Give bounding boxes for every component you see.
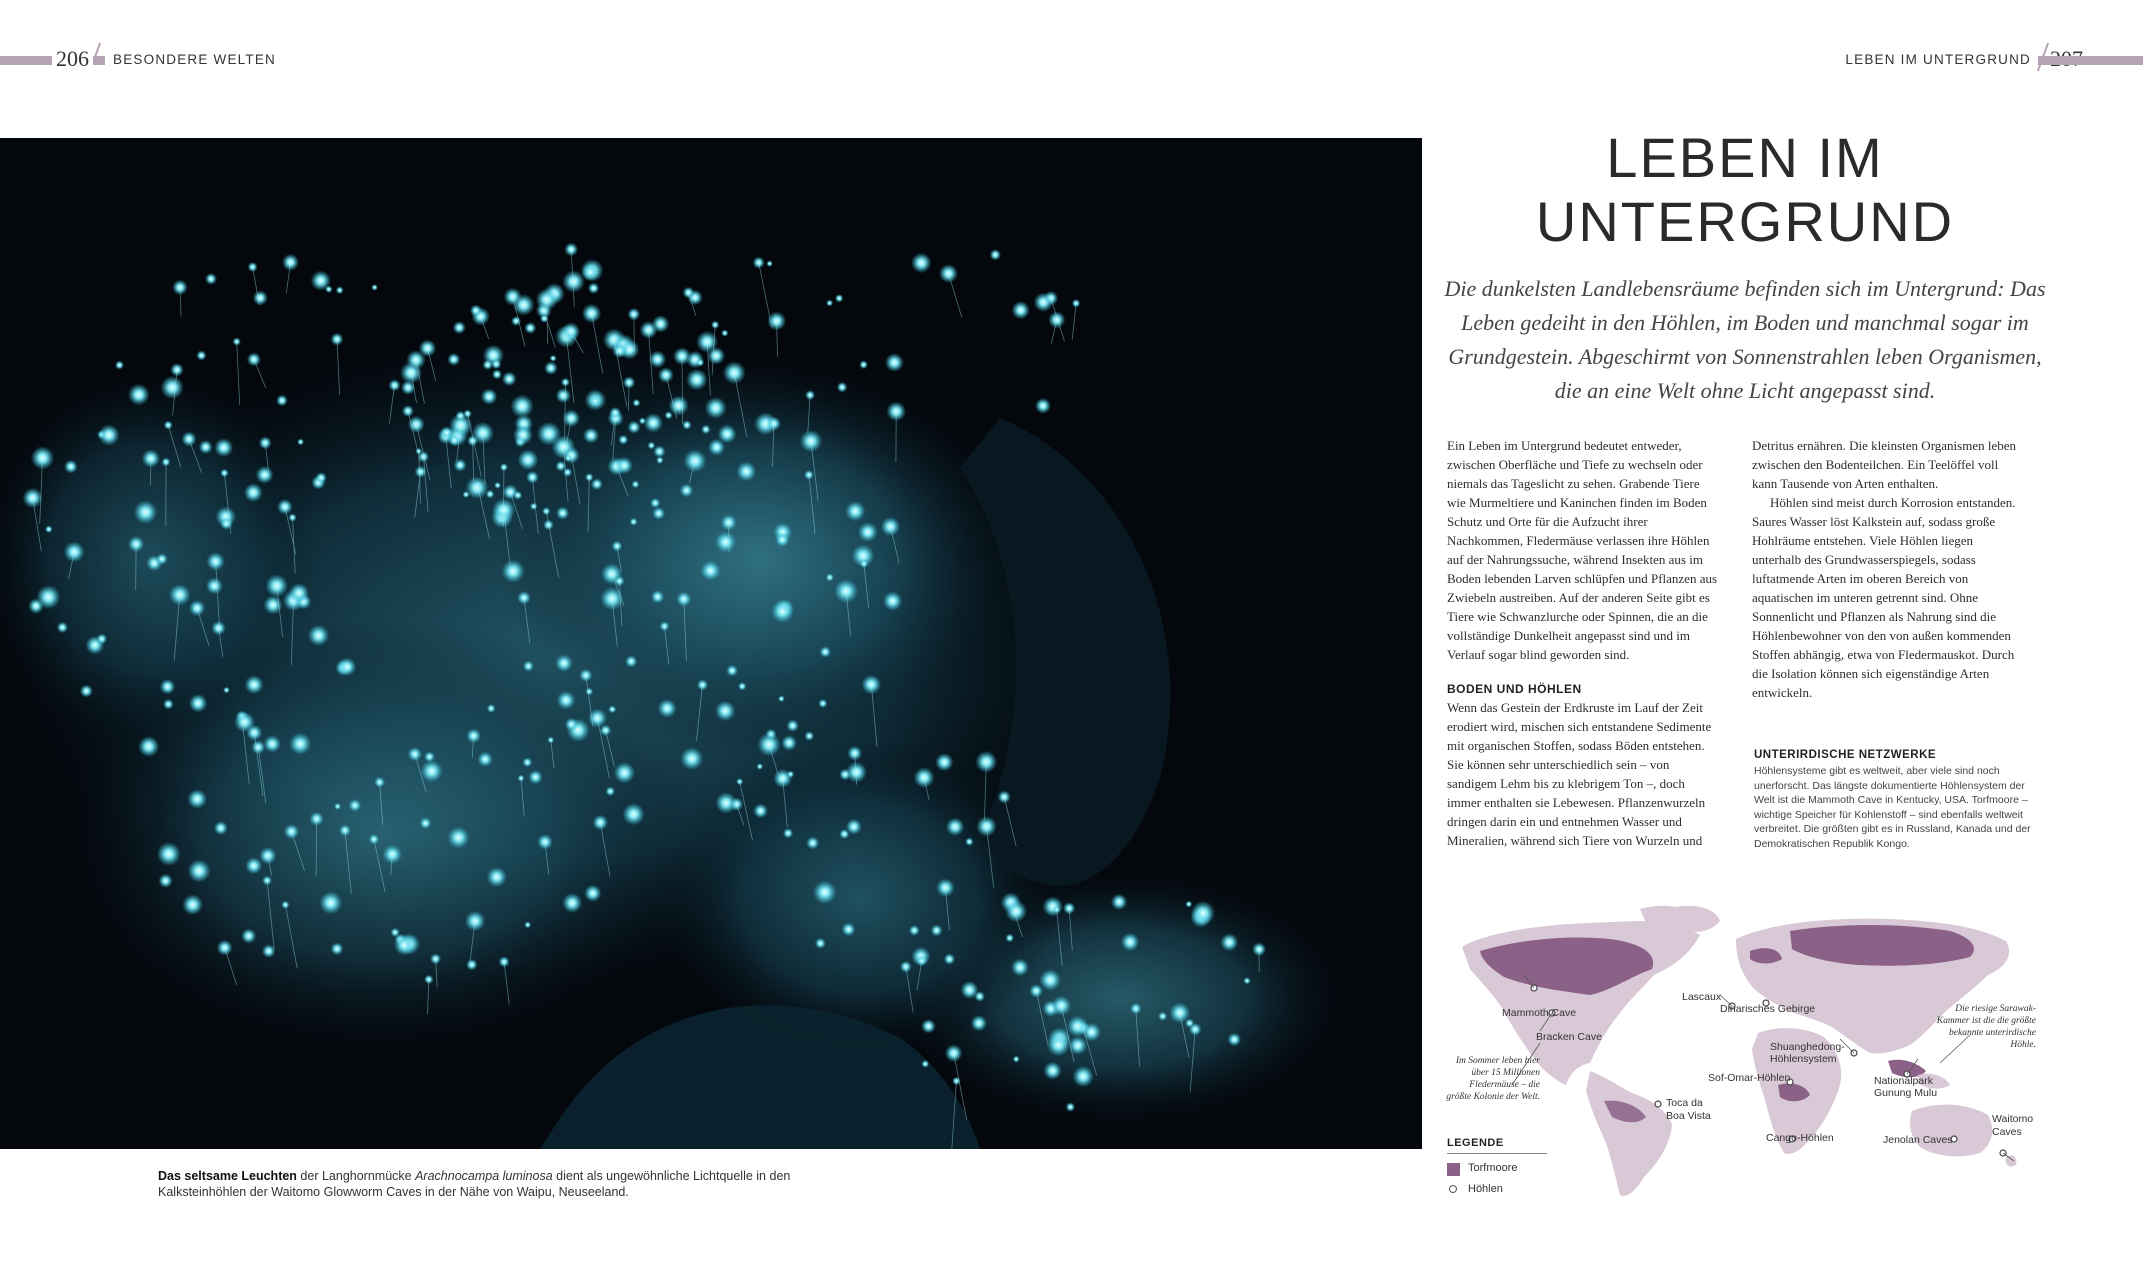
glowworm-dot xyxy=(858,522,878,542)
glowworm-dot xyxy=(622,803,644,825)
glowworm-dot xyxy=(455,411,465,421)
glowworm-dot xyxy=(64,460,78,474)
glowworm-dot xyxy=(308,625,329,646)
label-shuanghedong xyxy=(1770,1041,1845,1065)
caption-text-1: der Langhornmücke xyxy=(296,1169,416,1183)
glowworm-dot xyxy=(1048,311,1065,328)
note-sarawak: Die riesige Sarawak-Kammer ist die die größte bekannte unterirdische Höhle. xyxy=(1936,1004,2036,1050)
south-america xyxy=(1586,1071,1672,1196)
glowworm-dot xyxy=(883,591,903,611)
glowworm-dot xyxy=(96,633,107,644)
glowworm-dot xyxy=(262,944,276,958)
glowworm-dot xyxy=(881,517,900,536)
glowworm-dot xyxy=(974,991,985,1002)
glowworm-dot xyxy=(1072,1066,1094,1088)
glowworm-dot xyxy=(115,361,124,370)
label-waitomo-1: Waitomo xyxy=(1992,1113,2034,1125)
legend-title: LEGENDE xyxy=(1447,1137,1504,1149)
glowworm-dot xyxy=(826,300,833,307)
glowworm-dot xyxy=(513,294,535,316)
glowworm-dot xyxy=(530,503,538,511)
glowworm-dot xyxy=(544,361,558,375)
glowworm-dot xyxy=(815,938,826,949)
networks-text: Höhlensysteme gibt es weltweit, aber viele sind noch unerforscht. Das längste dokumentierte Höhlensystem der Welt ist die Mammoth Cave in Kentucky, USA. Torfmoore – wichtige Speicher für Kohlenstoff – sind ebenfalls weltweit verbreitet. Die größten gibt es in Russland, Kanada und der Demokratischen Republik Kongo. xyxy=(1754,765,2031,850)
glowworm-dot xyxy=(1039,969,1061,991)
glowworm-dot xyxy=(644,413,664,433)
glowworm-dot xyxy=(524,921,531,928)
glowworm-dot xyxy=(582,263,600,281)
glowworm-dot xyxy=(612,541,623,552)
header-bar-right xyxy=(2038,56,2143,65)
label-mammoth-cave: Mammoth Cave xyxy=(1502,1007,1577,1019)
glowworm-dot xyxy=(723,361,746,384)
glowworm-dot xyxy=(944,953,956,965)
glowworm-dot xyxy=(128,384,150,406)
glowworm-dot xyxy=(466,959,478,971)
glowworm-dot xyxy=(390,928,399,937)
australia xyxy=(1910,1105,1992,1157)
glowworm-dot xyxy=(935,753,953,771)
title-line-1: LEBEN IM xyxy=(1606,126,1884,189)
glowworm-dot xyxy=(334,803,341,810)
glowworm-dot xyxy=(297,438,304,445)
glowworm-dot xyxy=(813,881,837,905)
glowworm-dot xyxy=(614,762,636,784)
glowworm-dot xyxy=(440,426,453,439)
glowworm-dot xyxy=(680,747,703,770)
glowworm-dot xyxy=(518,449,539,470)
glowworm-dot xyxy=(163,699,174,710)
glowworm-dot xyxy=(921,1019,936,1034)
glowworm-dot xyxy=(189,694,208,713)
glowworm-dot xyxy=(665,411,673,419)
glowworm-dot xyxy=(618,435,628,445)
glowworm-dot xyxy=(627,421,640,434)
silk-thread xyxy=(503,467,504,527)
glowworm-dot xyxy=(448,827,470,849)
glowworm-dot xyxy=(214,821,228,835)
glowworm-dot xyxy=(921,1060,929,1068)
label-jenolan: Jenolan Caves xyxy=(1883,1134,1953,1146)
intro-paragraph: Ein Leben im Untergrund bedeutet entweder, zwischen Oberfläche und Tiefe zu wechseln oder niemals das Tageslicht zu sehen. Grabende Tiere wie Murmeltiere und Kaninchen finden im Boden Schutz und Orte für die Aufzucht ihrer Nachkommen, Fledermäuse verlassen ihre Höhlen auf der Nahrungssuche, während Insekten aus im Boden lebenden Larven schlüpfen und Pflanzen aus Zwiebeln austreiben. Auf der anderen Seite gibt es Tiere wie Schwanzlurche oder Spinnen, die an die vollständige Dunkelheit angepasst sind und im Verlauf sogar blind geworden sind. xyxy=(1447,438,1718,662)
glowworm-dot xyxy=(605,786,615,796)
networks-heading: UNTERIRDISCHE NETZWERKE xyxy=(1754,749,1937,761)
glowworm-dot xyxy=(453,321,466,334)
glowworm-dot xyxy=(736,462,756,482)
glowworm-dot xyxy=(22,488,42,508)
running-title-right: LEBEN IM UNTERGRUND xyxy=(1845,52,2031,67)
photo-caption xyxy=(158,1168,858,1200)
glowworm-dot xyxy=(846,819,862,835)
label-mulu-1: Nationalpark xyxy=(1874,1075,1933,1087)
glowworm-dot xyxy=(241,928,256,943)
glowworm-dot xyxy=(1034,293,1053,312)
glowworm-dot xyxy=(632,399,640,407)
glowworm-dot xyxy=(585,688,593,696)
glowworm-dot xyxy=(584,885,601,902)
glowworm-dot xyxy=(36,585,60,609)
glowworm-dot xyxy=(316,472,327,483)
glowworm-dot xyxy=(501,560,524,583)
glowworm-dot xyxy=(771,600,794,623)
glowworm-dot xyxy=(726,665,738,677)
glowworm-dot xyxy=(707,347,725,365)
glowworm-dot xyxy=(990,249,1001,260)
glowworm-dot xyxy=(492,369,502,379)
glowworm-dot xyxy=(57,622,68,633)
article-title xyxy=(1440,126,2050,254)
glowworm-dot xyxy=(555,654,573,672)
glowworm-dot xyxy=(652,507,665,520)
glowworm-dot xyxy=(909,925,920,936)
label-bracken-cave: Bracken Cave xyxy=(1536,1031,1602,1043)
glowworm-dot xyxy=(651,590,664,603)
body-column-2 xyxy=(1752,436,2024,702)
glowworm-dot xyxy=(164,421,173,430)
glowworm-dot xyxy=(214,438,233,457)
glowworm-dot xyxy=(205,273,217,285)
glowworm-dot xyxy=(715,531,736,552)
caption-species: Arachnocampa luminosa xyxy=(415,1169,553,1183)
glowworm-dot xyxy=(481,388,498,405)
glowworm-dot xyxy=(196,350,206,360)
glowworm-dot xyxy=(282,254,299,271)
glowworm-dot xyxy=(550,355,557,362)
note-bats: Im Sommer leben hier über 15 Millionen Fledermäuse – die größte Kolonie der Welt. xyxy=(1446,1056,1540,1102)
glowworm-dot xyxy=(565,455,572,462)
glowworm-dot xyxy=(502,372,517,387)
glowworm-dot xyxy=(161,376,184,399)
glowworm-dot xyxy=(134,500,158,524)
glowworm-dot xyxy=(965,837,974,846)
glowworm-dot xyxy=(971,1015,987,1031)
glowworm-dot xyxy=(281,901,289,909)
glowworm-dot xyxy=(589,395,601,407)
glowworm-dot xyxy=(1068,1036,1087,1055)
glowworm-dot xyxy=(159,874,173,888)
glowworm-dot xyxy=(1066,1102,1076,1112)
glowworm-dot xyxy=(1185,901,1192,908)
glowworm-dot xyxy=(138,736,159,757)
glowworm-dot xyxy=(199,440,213,454)
glowworm-dot xyxy=(513,491,522,500)
label-gunung-mulu xyxy=(1874,1075,1937,1099)
glowworm-dot xyxy=(98,424,120,446)
glowworm-dot xyxy=(522,757,532,767)
glowworm-dot xyxy=(715,792,737,814)
glowworm-dot xyxy=(223,687,230,694)
glowworm-dot xyxy=(491,359,502,370)
glowworm-dot xyxy=(680,484,694,498)
glowworm-dot xyxy=(454,459,467,472)
glowworm-dot xyxy=(349,799,362,812)
glowworm-dot xyxy=(325,285,333,293)
glowworm-dot xyxy=(256,466,274,484)
glowworm-dot xyxy=(766,260,773,267)
glowworm-dot xyxy=(826,573,834,581)
glowworm-dot xyxy=(783,828,793,838)
legend-caves: Höhlen xyxy=(1468,1183,1503,1195)
glowworm-dot xyxy=(447,353,460,366)
glowworm-dot xyxy=(583,427,599,443)
title-line-2: UNTERGRUND xyxy=(1535,190,1955,253)
glowworm-dot xyxy=(1013,1056,1020,1063)
glowworm-dot xyxy=(470,304,482,316)
glowworm-dot xyxy=(1220,933,1238,951)
glowworm-dot xyxy=(658,699,677,718)
glowworm-dot xyxy=(45,525,53,533)
glowworm-dot xyxy=(1035,398,1051,414)
glowworm-dot xyxy=(738,682,747,691)
glowworm-dot xyxy=(524,322,536,334)
glowworm-dot xyxy=(421,760,443,782)
glowworm-dot xyxy=(859,360,868,369)
glowworm-dot xyxy=(625,655,637,667)
label-cango: Cango-Höhlen xyxy=(1766,1132,1834,1144)
label-waitomo xyxy=(1992,1113,2033,1139)
glowworm-dot xyxy=(936,878,955,897)
glowworm-dot xyxy=(839,769,851,781)
glowworm-dot xyxy=(513,425,533,445)
label-shuanghedong-2: Höhlensystem xyxy=(1770,1053,1837,1065)
glowworm-dot xyxy=(556,388,571,403)
glowworm-dot xyxy=(753,804,768,819)
glowworm-dot xyxy=(263,735,281,753)
glowworm-dot xyxy=(591,478,603,490)
silk-thread xyxy=(316,819,317,877)
glowworm-dot xyxy=(528,770,542,784)
glowworm-dot xyxy=(206,577,223,594)
glowworm-dot xyxy=(804,731,814,741)
glowworm-dot xyxy=(700,561,720,581)
glowworm-dot xyxy=(245,675,264,694)
glowworm-dot xyxy=(632,480,640,488)
glowworm-dot xyxy=(1121,933,1140,952)
glowworm-dot xyxy=(786,719,799,732)
glowworm-dot xyxy=(80,684,93,697)
label-waitomo-2: Caves xyxy=(1992,1126,2022,1138)
article-lead: Die dunkelsten Landlebensräume befinden sich im Untergrund: Das Leben gedeiht in den Höhlen, im Boden und manchmal sogar im Grundgestein. Abgeschirmt von Sonnenstrahlen leben Organismen, die an eine Welt ohne Licht angepasst sind. xyxy=(1444,276,2046,403)
glowworm-dot xyxy=(834,579,858,603)
glowworm-dot xyxy=(945,1044,963,1062)
cave-circle-icon xyxy=(1449,1185,1457,1193)
glowworm-dot xyxy=(911,253,932,274)
glowworm-dot xyxy=(319,891,342,914)
glowworm-dot xyxy=(276,395,288,407)
glowworm-dot xyxy=(1005,934,1014,943)
glowworm-dot xyxy=(289,583,309,603)
glowworm-dot xyxy=(1158,1012,1167,1021)
glowworm-dot xyxy=(1011,958,1029,976)
caption-lead: Das seltsame Leuchten xyxy=(158,1169,297,1183)
glowworm-dot xyxy=(820,646,832,658)
glowworm-dot xyxy=(701,425,711,435)
glowworm-dot xyxy=(156,553,168,565)
label-sof-omar: Sof-Omar-Höhlen xyxy=(1708,1072,1791,1084)
glowworm-dot xyxy=(169,584,191,606)
label-shuanghedong-1: Shuanghedong- xyxy=(1770,1041,1845,1053)
glowworm-dot xyxy=(1191,901,1215,925)
glowworm-dot xyxy=(696,359,704,367)
glowworm-dot xyxy=(1012,301,1030,319)
glowworm-dot xyxy=(653,445,665,457)
glowworm-dot xyxy=(842,922,856,936)
glowworm-dot xyxy=(182,894,203,915)
glowworm-dot xyxy=(1227,1033,1241,1047)
glowworm-dot xyxy=(639,417,646,424)
glowworm-dot xyxy=(465,911,486,932)
caption-text-2: dient als ungewöhnliche Lichtquelle in den Kalksteinhöhlen der Waitomo Glowworm Caves in der Nähe von Waipu, Neuseeland. xyxy=(158,1169,791,1199)
label-toca-2: Boa Vista xyxy=(1666,1110,1711,1122)
glowworm-dot xyxy=(371,284,378,291)
glowworm-dot xyxy=(338,657,357,676)
glowworm-dot xyxy=(510,395,533,418)
detritus-paragraph: Detritus ernähren. Die kleinsten Organismen leben zwischen den Bodenteilchen. Ein Teelöffel voll kann Tausende von Arten enthalten. xyxy=(1752,438,2017,491)
caves-paragraph: Höhlen sind meist durch Korrosion entstanden. Saures Wasser löst Kalkstein auf, sodass große Hohlräume entstehen. Viele Höhlen liegen unterhalb des Grundwasserspiegels, sodass luftatmende Arten im oberen Bereich von aquatischen im unteren getrennt sind. Ohne Sonnenlicht und Pflanzen als Nahrung sind die Höhlenbewohner von den von außen kommenden Stoffen abhängig, etwa von Fledermauskot. Durch die Isolation können sich eigenständige Arten entwickeln. xyxy=(1752,495,2016,700)
glowworm-dot xyxy=(537,422,561,446)
label-dinarisches-gebirge: Dinarisches Gebirge xyxy=(1720,1003,1816,1015)
glowworm-dot xyxy=(556,506,569,519)
peat-swatch-icon xyxy=(1447,1163,1460,1176)
glowworm-dot xyxy=(336,286,344,294)
glowworm-dot xyxy=(388,379,400,391)
running-title-left: BESONDERE WELTEN xyxy=(113,52,276,67)
glowworm-dot xyxy=(775,532,790,547)
label-mulu-2: Gunung Mulu xyxy=(1874,1087,1938,1099)
glowworm-dot xyxy=(170,363,184,377)
glowworm-dot xyxy=(1043,1062,1061,1080)
glowworm-dot xyxy=(331,942,344,955)
glowworm-dot xyxy=(157,842,181,866)
glowworm-dot xyxy=(245,857,262,874)
glowworm-dot xyxy=(861,675,881,695)
glowworm-dot xyxy=(835,294,844,303)
glowworm-dot xyxy=(885,353,904,372)
glowworm-dot xyxy=(682,420,692,430)
glowworm-dot xyxy=(588,282,600,294)
glowworm-dot xyxy=(806,836,819,849)
glowworm-dot xyxy=(523,661,534,672)
glowworm-dot xyxy=(1005,900,1027,922)
label-toca-da-boa-vista xyxy=(1666,1097,1711,1123)
glowworm-dot xyxy=(946,818,965,837)
silk-thread xyxy=(150,459,151,486)
label-lascaux: Lascaux xyxy=(1682,991,1722,1003)
glowworm-dot xyxy=(494,482,501,489)
glowworm-dot xyxy=(420,817,432,829)
glowworm-dot xyxy=(565,718,578,731)
page-number-left: 206 xyxy=(52,46,93,72)
glowworm-dot xyxy=(1243,977,1250,984)
glowworm-dot xyxy=(1047,1033,1070,1056)
glowworm-dot xyxy=(487,867,507,887)
glowworm-dot xyxy=(189,600,205,616)
networks-box xyxy=(1754,746,2039,851)
glowworm-dot xyxy=(608,705,616,713)
glowworm-dot xyxy=(630,518,638,526)
glowworm-cave-photo xyxy=(0,138,1422,1149)
glowworm-dot xyxy=(487,704,496,713)
glowworm-dot xyxy=(756,763,763,770)
glowworm-dot xyxy=(220,517,233,530)
glowworm-dot xyxy=(818,699,827,708)
glowworm-dot xyxy=(612,343,627,358)
glowworm-dot xyxy=(478,752,493,767)
glowworm-dot xyxy=(715,701,736,722)
glowworm-dot xyxy=(253,290,268,305)
glowworm-dot xyxy=(244,483,263,502)
world-map xyxy=(1440,895,2040,1205)
body-column-1 xyxy=(1447,436,1719,850)
glowworm-dot xyxy=(705,397,727,419)
glowworm-dot xyxy=(187,789,207,809)
glowworm-dot xyxy=(686,369,708,391)
glowworm-dot xyxy=(778,695,785,702)
glowworm-dot xyxy=(931,924,943,936)
glowworm-dot xyxy=(721,330,728,337)
soil-paragraph: Wenn das Gestein der Erdkruste im Lauf der Zeit erodiert wird, mischen sich entstandene Sedimente mit organischen Stoffen, sodass Böden entstehen. Sie können sehr unterschiedlich sein – von sandigem Lehm bis zu klebrigem Ton –, doch immer enthalten sie Lebewesen. Pflanzenwurzeln dringen darin ein und entnehmen Wasser und Mineralien, während sich Tiere von Wurzeln und xyxy=(1447,700,1712,848)
glowworm-dot xyxy=(615,457,633,475)
subhead-soil-caves: BODEN UND HÖHLEN xyxy=(1447,682,1582,696)
glowworm-dot xyxy=(1043,896,1064,917)
glowworm-dot xyxy=(718,424,737,443)
glowworm-dot xyxy=(289,733,311,755)
glowworm-dot xyxy=(837,382,848,393)
legend-peat: Torfmoore xyxy=(1468,1162,1518,1174)
glowworm-dot xyxy=(1111,894,1127,910)
glowworm-dot xyxy=(650,498,660,508)
glowworm-dot xyxy=(557,691,576,710)
legend-divider xyxy=(1447,1153,1547,1154)
glowworm-dot xyxy=(188,859,211,882)
glowworm-dot xyxy=(845,501,865,521)
label-toca-1: Toca da xyxy=(1666,1097,1703,1109)
glowworm-dot xyxy=(160,679,176,695)
glowworm-dot xyxy=(781,735,797,751)
glowworm-dot xyxy=(394,935,415,956)
glowworm-dot xyxy=(562,893,582,913)
